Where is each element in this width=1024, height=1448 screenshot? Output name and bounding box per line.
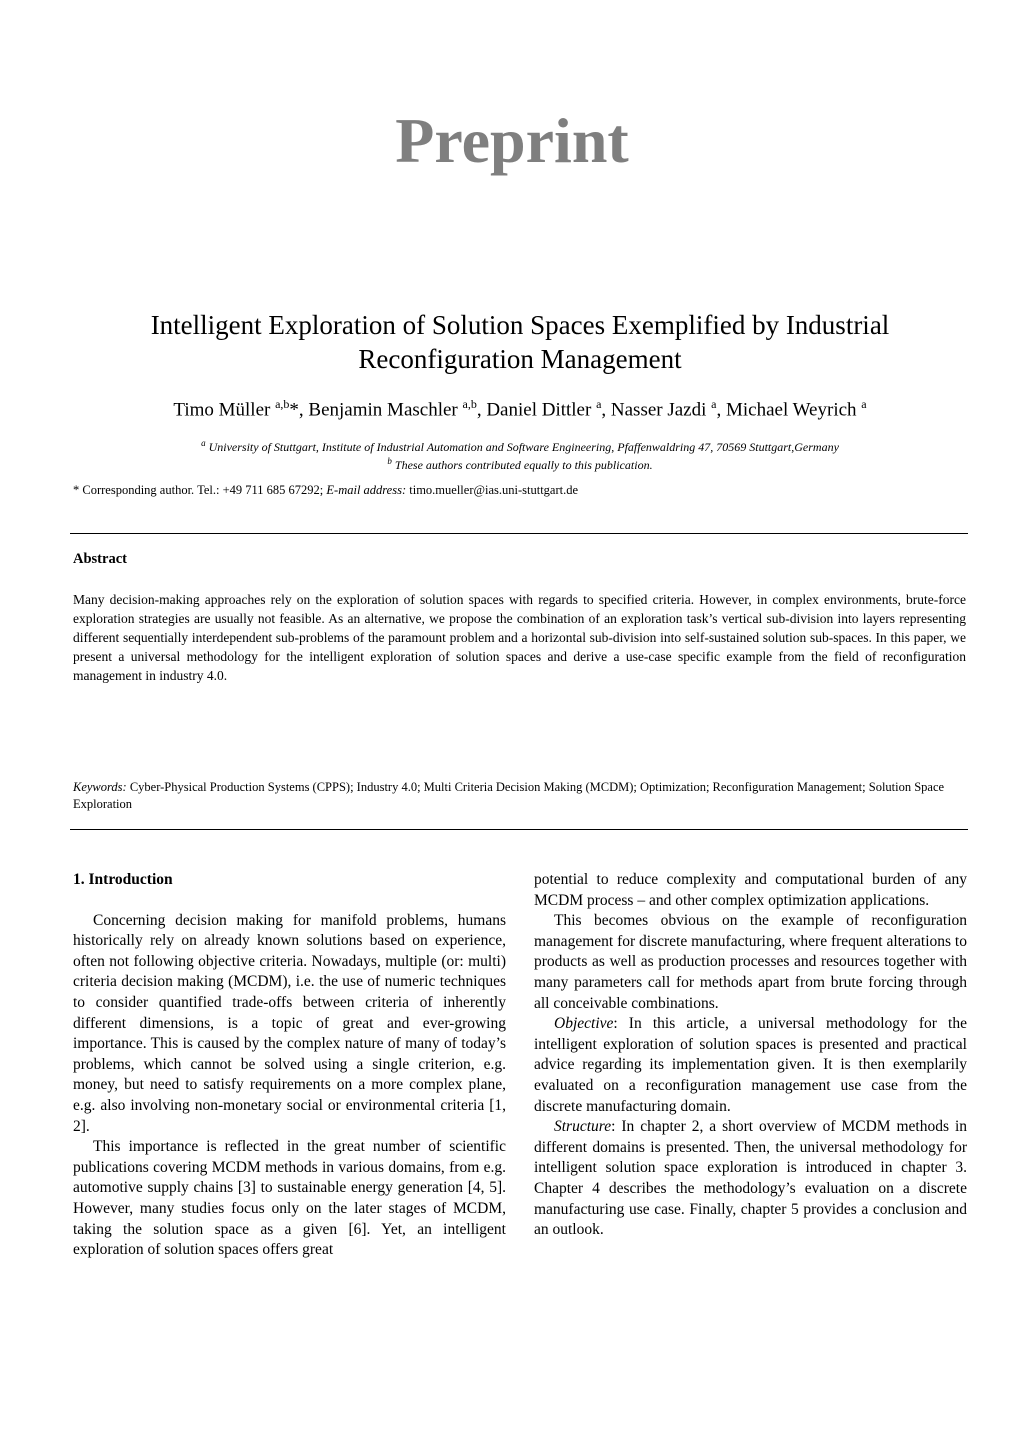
author-affiliation-mark: a	[596, 397, 602, 411]
affiliation-a	[40, 438, 1000, 455]
affiliation-mark: b	[387, 456, 392, 466]
paragraph	[534, 1117, 967, 1241]
author-separator: ,	[476, 399, 487, 421]
objective-text: : In this article, a universal methodology for the intelligent exploration of solution spaces is presented and practical advice regarding its implementation given. It is then exemplarily evaluated on a reconfiguration management use case from the discrete manufacturing domain.	[534, 1015, 967, 1115]
email-label: E-mail address:	[326, 483, 407, 497]
author-name: Benjamin Maschler	[308, 399, 458, 421]
affiliation-mark: a	[201, 438, 206, 448]
paragraph: This becomes obvious on the example of reconfiguration management for discrete manufacturing, where frequent alterations to products as well as production processes and resources together with many parameters call for methods apart from brute forcing through all conceivable combinations.	[534, 912, 967, 1012]
keywords-text: Cyber-Physical Production Systems (CPPS); Industry 4.0; Multi Criteria Decision Making (MCDM); Optimization; Reconfiguration Management; Solution Space Exploration	[73, 780, 945, 811]
email-address: timo.mueller@ias.uni-stuttgart.de	[406, 483, 579, 497]
divider	[70, 829, 968, 830]
corresponding-author-note	[73, 483, 578, 498]
body-column-left	[73, 870, 506, 1261]
author-list	[40, 397, 1000, 421]
corresponding-prefix: * Corresponding author. Tel.: +49 711 685 67292;	[73, 483, 327, 497]
affiliation-b	[40, 456, 1000, 473]
affiliation-text: University of Stuttgart, Institute of Industrial Automation and Software Engineering, Pfaffenwaldring 47, 70569 Stuttgart,Germany	[208, 440, 839, 454]
objective-label: Objective	[554, 1015, 614, 1033]
abstract-heading: Abstract	[73, 551, 127, 567]
divider	[70, 533, 968, 534]
author-separator: ,	[716, 399, 726, 421]
affiliation-text: These authors contributed equally to this publication.	[394, 458, 653, 472]
author-name: Michael Weyrich	[725, 399, 857, 421]
paragraph	[534, 1014, 967, 1117]
preprint-watermark: Preprint	[395, 105, 629, 176]
structure-label: Structure	[554, 1118, 612, 1136]
paragraph: Concerning decision making for manifold problems, humans historically rely on already known solutions based on experience, often not following objective criteria. Nowadays, multiple (or: multi) criteria decision making (MCDM), i.e. the use of numeric techniques to consider quantified trade-offs between criteria of inherently different dimensions, is a topic of great and ever-growing importance. This is caused by the complex nature of many of today’s problems, which cannot be solved using a single criterion, e.g. money, but need to satisfy requirements on a more complex plane, e.g. also involving non-monetary social or environmental criteria [1, 2].	[73, 911, 506, 1135]
author-separator: ,	[601, 399, 611, 421]
author-affiliation-mark: a,b	[275, 397, 290, 411]
structure-text: : In chapter 2, a short overview of MCDM methods in different domains is presented. Then, the universal methodology for intelligent solution space exploration is introduced in chapter 3. Chapter 4 describes the methodology’s evaluation on a discrete manufacturing use case. Finally, chapter 5 provides a conclusion and an outlook.	[534, 1118, 967, 1239]
body-column-right	[534, 870, 967, 1241]
author-affiliation-mark: a	[861, 397, 867, 411]
author-name: Timo Müller	[173, 399, 271, 421]
paragraph-continued: potential to reduce complexity and computational burden of any MCDM process – and other complex optimization applications.	[534, 871, 967, 909]
author-name: Daniel Dittler	[486, 399, 592, 421]
paper-title: Intelligent Exploration of Solution Spaces Exemplified by Industrial Reconfiguration Management	[150, 310, 890, 374]
author-separator: *,	[289, 399, 309, 421]
author-name: Nasser Jazdi	[610, 399, 707, 421]
author-affiliation-mark: a	[711, 397, 717, 411]
keywords-label: Keywords:	[73, 780, 127, 794]
author-affiliation-mark: a,b	[462, 397, 477, 411]
keywords	[73, 779, 966, 813]
section-heading: 1. Introduction	[73, 871, 173, 888]
paragraph: This importance is reflected in the great number of scientific publications covering MCDM methods in various domains, from e.g. automotive supply chains [3] to sustainable energy generation [4, 5]. However, many studies focus only on the later stages of MCDM, taking the solution space as a given [6]. Yet, an intelligent exploration of solution spaces offers great	[73, 1138, 506, 1259]
abstract-text: Many decision-making approaches rely on the exploration of solution spaces with regards to specified criteria. However, in complex environments, brute-force exploration strategies are usually not feasible. As an alternative, we propose the combination of an exploration task’s vertical sub-division into layers representing different sequentially interdependent sub-problems of the paramount problem and a horizontal sub-division into self-sustained solution sub-spaces. In this paper, we present a universal methodology for the intelligent exploration of solution spaces and derive a use-case specific example from the field of reconfiguration management in industry 4.0.	[73, 592, 966, 683]
